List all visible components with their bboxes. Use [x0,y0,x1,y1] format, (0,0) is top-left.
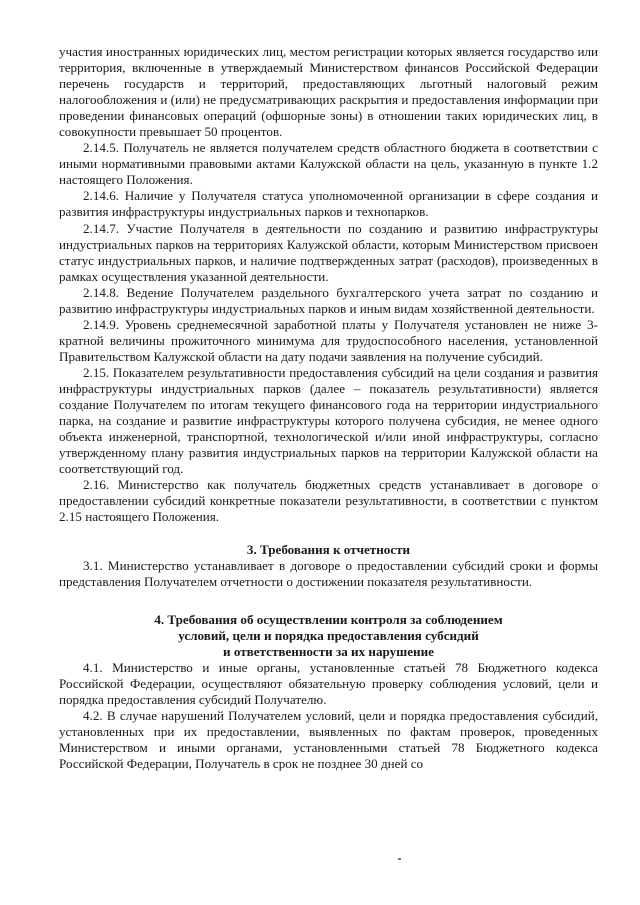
section-4-heading [59,612,598,660]
paragraph-2-14-6: 2.14.6. Наличие у Получателя статуса уполномоченной организации в сфере создания и развития инфраструктуры индустриальных парков и технопарков. [59,188,598,220]
section-4-heading-line-1: 4. Требования об осуществлении контроля за соблюдением [154,611,503,627]
paragraph-3-1: 3.1. Министерство устанавливает в договоре о предоставлении субсидий сроки и формы представления Получателем отчетности о достижении показателя результативности. [59,558,598,590]
paragraph-2-15: 2.15. Показателем результативности предоставления субсидий на цели создания и развития инфраструктуры индустриальных парков (далее – показатель результативности) является создание Получателем по итогам текущего финансового года на территории индустриального парка, на создание и развитие инфраструктуры которого получена субсидия, не менее одного объекта инженерной, транспортной, технологической и/или иной инфраструктуры, согласно утвержденному плану развития индустриальных парков на территории Калужской области на соответствующий год. [59,364,598,477]
section-3-heading: 3. Требования к отчетности [246,542,411,558]
paragraph-continuation: участия иностранных юридических лиц, местом регистрации которых является государство или территория, включенные в утверждаемый Министерством финансов Российской Федерации перечень государств и территорий, предоставляющих льготный налоговый режим налогообложения и (или) не предусматривающих раскрытия и предоставления информации при проведении финансовых операций (офшорные зоны) в отношении таких юридических лиц, в совокупности превышает 50 процентов. [59,44,598,140]
paragraph-2-14-5: 2.14.5. Получатель не является получателем средств областного бюджета в соответствии с иными нормативными правовыми актами Калужской области на цель, указанную в пункте 1.2 настоящего Положения. [59,140,598,188]
paragraph-4-1: 4.1. Министерство и иные органы, установленные статьей 78 Бюджетного кодекса Российской Федерации, осуществляют обязательную проверку соблюдения условий, цели и порядка предоставления субсидий Получателю. [59,659,598,707]
paragraph-2-14-8: 2.14.8. Ведение Получателем раздельного бухгалтерского учета затрат по созданию и развитию инфраструктуры индустриальных парков и иным видам хозяйственной деятельности. [59,284,598,316]
scan-dot-mark [398,858,401,860]
section-4-heading-line-2: условий, цели и порядка предоставления субсидий [178,627,479,643]
paragraph-4-2: 4.2. В случае нарушений Получателем условий, цели и порядка предоставления субсидий, установленных при их предоставлении, выявленных по фактам проверок, проведенных Министерством и иными органами, установленными статьей 78 Бюджетного кодекса Российской Федерации, Получатель в срок не позднее 30 дней со [59,707,598,771]
paragraph-2-14-7: 2.14.7. Участие Получателя в деятельности по созданию и развитию инфраструктуры индустриальных парков на территориях Калужской области, которым Министерством присвоен статус индустриальных парков, и наличие подтвержденных затрат (расходов), произведенных в рамках осуществления указанной деятельности. [59,220,598,284]
paragraph-2-16: 2.16. Министерство как получатель бюджетных средств устанавливает в договоре о предоставлении субсидий конкретные показатели результативности, в соответствии с пунктом 2.15 настоящего Положения. [59,477,598,525]
paragraph-2-14-9: 2.14.9. Уровень среднемесячной заработной платы у Получателя установлен не ниже 3-кратной величины прожиточного минимума для трудоспособного населения, установленной Правительством Калужской области на дату подачи заявления на получение субсидий. [59,316,598,364]
section-4-heading-line-3: и ответственности за их нарушение [223,643,434,659]
